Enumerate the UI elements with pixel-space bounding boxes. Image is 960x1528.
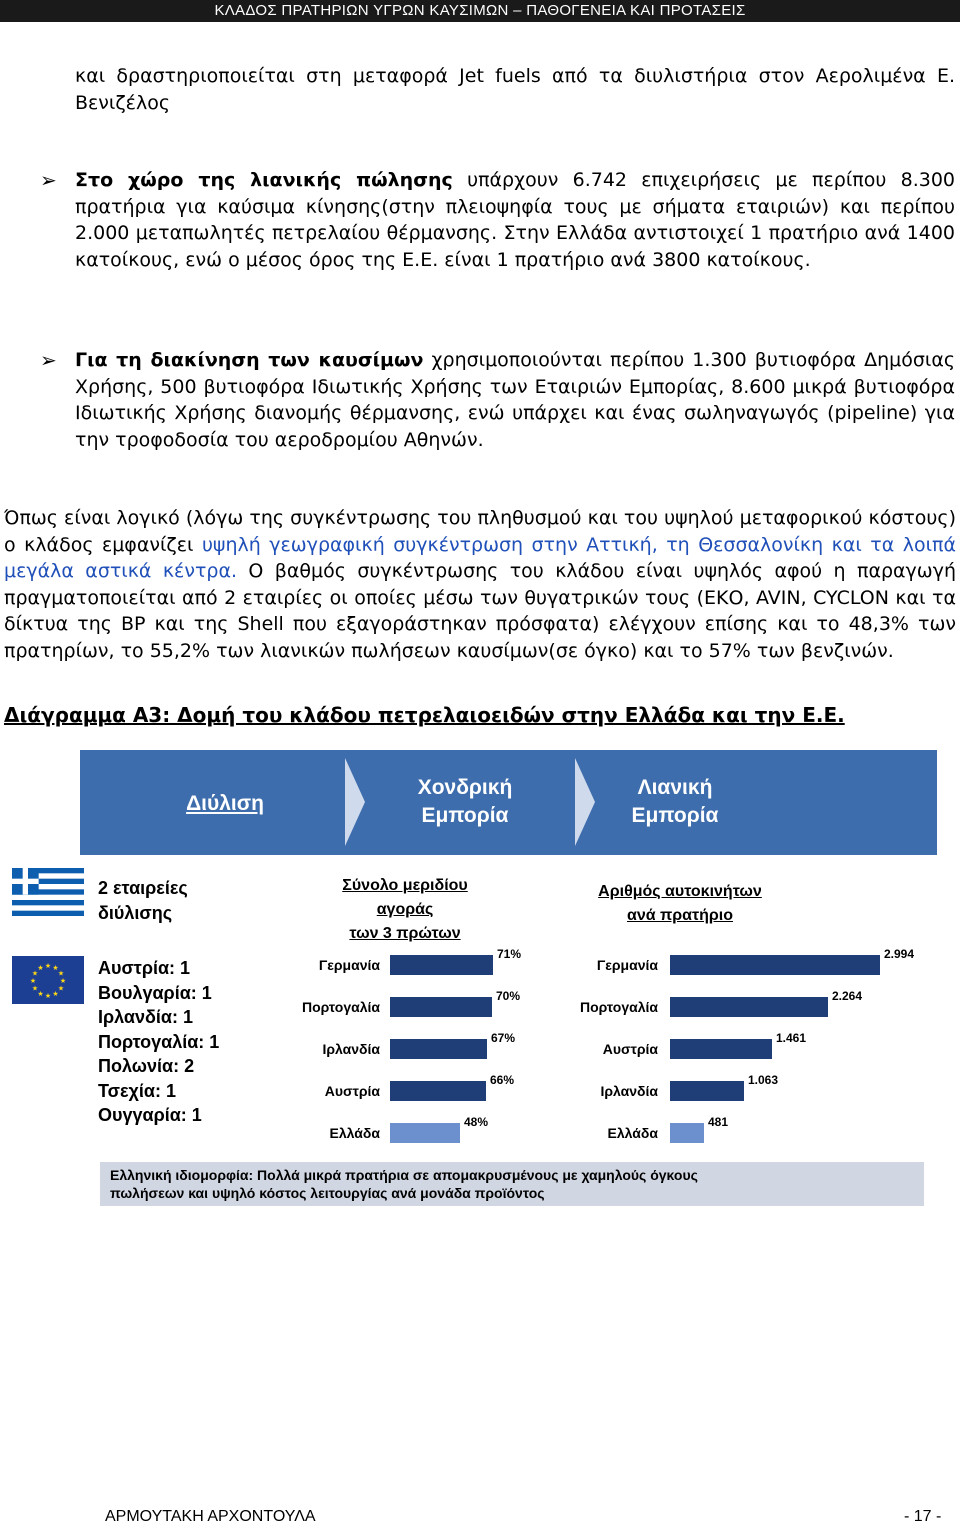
bar-value-label: 66%: [490, 1073, 515, 1087]
eu-item: Πολωνία: 2: [98, 1056, 195, 1076]
body-text-1: Όπως είναι λογικό (λόγω της συγκέντρωσης του πληθυσμού και του υψηλού μεταφορικού κόστους) ο κλάδος εμφανίζει: [4, 507, 956, 556]
note-line-1: Ελληνική ιδιομορφία: Πολλά μικρά πρατήρια σε απομακρυσμένους με χαμηλούς όγκους: [110, 1167, 698, 1183]
eu-item: Βουλγαρία: 1: [98, 982, 212, 1003]
stage-retail-l1: Λιανική: [637, 776, 713, 799]
bar-value-label: 71%: [497, 947, 522, 961]
bar-4: [670, 1123, 704, 1143]
greece-flag-icon: [12, 868, 84, 916]
svg-text:★: ★: [31, 969, 39, 978]
category-label: Ιρλανδία: [322, 1041, 380, 1057]
cars-per-station-title-l1: Αριθμός αυτοκινήτων: [598, 883, 762, 900]
svg-text:★: ★: [52, 990, 59, 998]
industry-structure-diagram: [29, 750, 937, 1210]
bar-value-label: 1.063: [748, 1073, 779, 1087]
bullet-transport-heading: Για τη διακίνηση των καυσίμων: [75, 349, 424, 371]
bar-4: [390, 1123, 460, 1143]
greece-refiners-l1: 2 εταιρείες: [98, 878, 188, 898]
note-line-2: πωλήσεων και υψηλό κόστος λειτουργίας ανά μονάδα προϊόντος: [110, 1185, 545, 1201]
bar-0: [390, 955, 493, 975]
category-label: Ελλάδα: [607, 1125, 658, 1141]
bar-0: [670, 955, 880, 975]
stage-band: [80, 750, 937, 855]
body-highlight: υψηλή γεωγραφική συγκέντρωση στην Αττική, τη Θεσσαλονίκη και τα λοιπά μεγάλα αστικά κέντρα.: [4, 533, 956, 582]
cars-per-station-chart: [579, 947, 920, 1155]
market-share-title: [315, 874, 495, 946]
svg-text:★: ★: [52, 964, 59, 972]
greece-refiners-l2: διύλισης: [98, 903, 173, 923]
bullet-arrow-icon: ➢: [40, 168, 57, 192]
eu-item: Ιρλανδία: 1: [98, 1007, 193, 1027]
market-share-title-l2: αγοράς: [376, 901, 434, 918]
category-label: Αυστρία: [324, 1083, 380, 1099]
bar-value-label: 70%: [496, 989, 521, 1003]
bar-value-label: 2.264: [832, 989, 863, 1003]
stage-wholesale: [380, 774, 550, 830]
bullet-retail-text: υπάρχουν 6.742 επιχειρήσεις με περίπου 8.300 πρατήρια για καύσιμα κίνησης(στην πλειοψηφία τους με σήματα εταιριών) και περίπου 2.000 μεταπωλητές πετρελαίου θέρμανσης. Στην Ελλάδα αντιστοιχεί 1 πρατήριο ανά 1400 κατοίκους, ενώ ο μέσος όρος της Ε.Ε. είναι 1 πρατήριο ανά 3800 κατοίκους.: [75, 169, 955, 271]
bullet-retail: [75, 167, 955, 273]
svg-text:★: ★: [37, 990, 44, 998]
intro-paragraph: [75, 63, 955, 116]
bar-value-label: 48%: [464, 1115, 489, 1129]
svg-text:★: ★: [57, 969, 65, 978]
svg-text:★: ★: [57, 984, 65, 993]
diagram-caption: Διάγραμμα Α3: Δομή του κλάδου πετρελαιοειδών στην Ελλάδα και την Ε.Ε.: [4, 703, 845, 727]
category-label: Πορτογαλία: [301, 999, 380, 1015]
cars-per-station-title: [580, 880, 780, 928]
eu-item: Πορτογαλία: 1: [98, 1031, 220, 1052]
bullet-transport-text: χρησιμοποιούνται περίπου 1.300 βυτιοφόρα Δημόσιας Χρήσης, 500 βυτιοφόρα Ιδιωτικής Χρήσης των Εταιριών Εμπορίας, 8.600 μικρά βυτιοφόρα Ιδιωτικής Χρήσης διανομής θέρμανσης, ενώ υπάρχει και ένας σωληναγωγός (pipeline) για την τροφοδοσία του αεροδρομίου Αθηνών.: [75, 349, 955, 451]
body-text-2: Ο βαθμός συγκέντρωσης του κλάδου είναι υψηλός αφού η παραγωγή πραγματοποιείται από 2 εταιρίες οι οποίες μέσω των θυγατρικών τους (ΕΚΟ, AVIN, CYCLON και τα δίκτυα της BP και της Shell που εξαγοράστηκαν πρόσφατα) ελέγχουν επίσης και το 48,3% των πρατηρίων, το 55,2% των λιανικών πωλήσεων καυσίμων(σε όγκο) και το 57% των βενζινών.: [4, 560, 956, 662]
chevron-icon: [345, 758, 365, 846]
greece-refiners: [98, 876, 188, 926]
category-label: Ελλάδα: [329, 1125, 380, 1141]
eu-item: Ουγγαρία: 1: [98, 1105, 202, 1125]
svg-text:★: ★: [44, 962, 52, 970]
intro-text: και δραστηριοποιείται στη μεταφορά Jet fuels από τα διυλιστήρια στον Αερολιμένα Ε. Βενιζέλος: [75, 65, 955, 114]
bar-3: [670, 1081, 744, 1101]
footer-page-number: - 17 -: [904, 1508, 942, 1525]
eu-item: Τσεχία: 1: [98, 1080, 176, 1101]
market-share-chart: [270, 947, 570, 1155]
stage-retail: [590, 774, 760, 830]
bullet-arrow-icon: ➢: [40, 348, 57, 372]
page-header: ΚΛΑΔΟΣ ΠΡΑΤΗΡΙΩΝ ΥΓΡΩΝ ΚΑΥΣΙΜΩΝ – ΠΑΘΟΓΕΝΕΙΑ ΚΑΙ ΠΡΟΤΑΣΕΙΣ: [0, 0, 960, 22]
svg-text:★: ★: [37, 964, 44, 972]
body-paragraph: [4, 505, 956, 664]
footer-author: ΑΡΜΟΥΤΑΚΗ ΑΡΧΟΝΤΟΥΛΑ: [105, 1508, 316, 1525]
bar-value-label: 1.461: [776, 1031, 807, 1045]
svg-text:★: ★: [29, 977, 37, 985]
bullet-transport: [75, 347, 955, 453]
stage-wholesale-l2: Εμπορία: [421, 804, 509, 827]
eu-flag-icon: [12, 956, 84, 1004]
market-share-title-l3: των 3 πρώτων: [349, 925, 461, 942]
svg-text:★: ★: [44, 992, 52, 1000]
cars-per-station-title-l2: ανά πρατήριο: [626, 907, 734, 924]
bar-value-label: 2.994: [884, 947, 915, 961]
market-share-title-l1: Σύνολο μεριδίου: [342, 877, 468, 894]
bar-value-label: 481: [708, 1115, 729, 1129]
stage-wholesale-l1: Χονδρική: [417, 776, 513, 799]
bar-value-label: 67%: [491, 1031, 516, 1045]
category-label: Ιρλανδία: [600, 1083, 658, 1099]
bar-1: [670, 997, 828, 1017]
category-label: Πορτογαλία: [579, 999, 658, 1015]
svg-text:★: ★: [59, 977, 67, 985]
eu-refiners-list: [98, 956, 219, 1128]
bullet-retail-heading: Στο χώρο της λιανικής πώλησης: [75, 169, 453, 191]
bar-3: [390, 1081, 486, 1101]
greek-peculiarity-note: [100, 1162, 924, 1206]
category-label: Αυστρία: [602, 1041, 658, 1057]
svg-text:★: ★: [31, 984, 39, 993]
category-label: Γερμανία: [596, 957, 658, 973]
bar-2: [670, 1039, 772, 1059]
category-label: Γερμανία: [318, 957, 380, 973]
bar-2: [390, 1039, 487, 1059]
bar-1: [390, 997, 492, 1017]
stage-retail-l2: Εμπορία: [631, 804, 719, 827]
stage-refining: Διύλιση: [186, 792, 264, 815]
eu-item: Αυστρία: 1: [98, 958, 191, 978]
